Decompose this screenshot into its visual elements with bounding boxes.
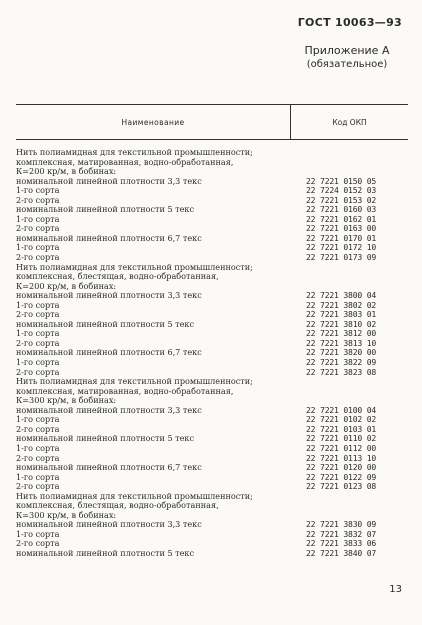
appendix-note: (обязательное) [306,59,388,70]
row-name: 1-го сорта [16,529,60,539]
column-header-code: Код ОКП [290,105,408,139]
row-name: 1-го сорта [16,300,60,310]
row-name: номинальной линейной плотности 3,3 текс [16,291,202,301]
row-name: К=300 кр/м, в бобинах: [16,396,117,406]
table-row [16,501,408,511]
table-row [16,549,408,559]
row-code: 22 7221 3802 02 [306,299,377,310]
row-code [306,377,408,387]
row-name: номинальной линейной плотности 5 текс [16,548,195,558]
row-name: 1-го сорта [16,329,60,339]
row-name: номинальной линейной плотности 3,3 текс [16,176,202,186]
row-code: 22 7221 0170 01 [306,232,377,243]
row-code: 22 7221 3823 08 [306,366,377,377]
table-header [16,104,408,140]
row-code [306,492,408,502]
row-code: 22 7221 0173 09 [306,252,377,263]
row-name: 1-го сорта [16,472,60,482]
row-code: 22 7221 0172 10 [306,242,377,253]
row-code: 22 7221 0122 09 [306,471,377,482]
row-name: 2-го сорта [16,367,60,377]
row-name: 2-го сорта [16,453,60,463]
row-code: 22 7221 3830 09 [306,519,377,530]
row-name: 2-го сорта [16,224,60,234]
table-row [16,368,408,378]
table-body [16,148,408,559]
row-name: номинальной линейной плотности 3,3 текс [16,405,202,415]
column-header-name: Наименование [121,117,185,127]
okp-table [16,104,408,559]
table-row [16,272,408,282]
appendix-block [292,44,402,72]
row-name: номинальной линейной плотности 5 текс [16,319,195,329]
row-name: 2-го сорта [16,482,60,492]
row-code: 22 7221 0160 03 [306,204,377,215]
row-code: 22 7221 3833 06 [306,538,377,549]
row-name: 1-го сорта [16,415,60,425]
row-code: 22 7221 0120 00 [306,462,377,473]
row-code [306,158,408,168]
row-code: 22 7221 3800 04 [306,290,377,301]
row-code: 22 7221 3822 09 [306,357,377,368]
row-code: 22 7221 3820 00 [306,347,377,358]
row-code: 22 7221 0162 01 [306,213,377,224]
row-code: 22 7221 3840 07 [306,547,377,558]
row-name: 1-го сорта [16,443,60,453]
row-code: 22 7221 0153 02 [306,194,377,205]
row-code: 22 7221 3813 10 [306,337,377,348]
row-name: номинальной линейной плотности 5 текс [16,434,195,444]
row-name: номинальной линейной плотности 6,7 текс [16,348,202,358]
row-name: 1-го сорта [16,186,60,196]
row-code: 22 7221 0163 00 [306,223,377,234]
row-code: 22 7221 3803 01 [306,309,377,320]
row-name: 1-го сорта [16,358,60,368]
row-code: 22 7221 0113 10 [306,452,377,463]
row-name: 1-го сорта [16,243,60,253]
row-name: К=200 кр/м, в бобинах: [16,167,117,177]
row-name: К=200 кр/м, в бобинах: [16,281,117,291]
row-code: 22 7221 0112 00 [306,442,377,453]
table-row [16,158,408,168]
row-name: 2-го сорта [16,253,60,263]
row-code: 22 7221 0100 04 [306,404,377,415]
row-code: 22 7221 0103 01 [306,423,377,434]
row-code: 22 7221 3810 02 [306,318,377,329]
row-code [306,263,408,273]
row-name: Нить полиамидная для текстильной промышленности; [16,262,253,272]
row-name: Нить полиамидная для текстильной промышленности; [16,148,253,157]
row-code [306,148,408,158]
row-name: комплексная, матированная, водно-обработанная, [16,386,234,396]
appendix-title: Приложение А [304,44,390,57]
page-number: 13 [389,584,402,595]
row-code: 22 7221 3812 00 [306,328,377,339]
row-code: 22 7221 0110 02 [306,433,377,444]
row-name: номинальной линейной плотности 3,3 текс [16,520,202,530]
row-name: 2-го сорта [16,310,60,320]
table-row [16,263,408,273]
row-code: 22 7224 0152 03 [306,185,377,196]
table-row [16,253,408,263]
row-code [306,272,408,282]
row-name: комплексная, блестящая, водно-обработанная, [16,501,219,511]
row-code [306,387,408,397]
row-code: 22 7221 0150 05 [306,175,377,186]
table-row [16,377,408,387]
row-name: 1-го сорта [16,214,60,224]
table-row [16,482,408,492]
table-row [16,148,408,158]
table-row [16,492,408,502]
row-name: К=300 кр/м, в бобинах: [16,510,117,520]
row-name: номинальной линейной плотности 6,7 текс [16,233,202,243]
table-row [16,387,408,397]
row-code: 22 7221 0123 08 [306,481,377,492]
row-name: 2-го сорта [16,539,60,549]
row-code: 22 7221 3832 07 [306,528,377,539]
row-code [306,501,408,511]
row-name: комплексная, блестящая, водно-обработанная, [16,272,219,282]
row-name: Нить полиамидная для текстильной промышленности; [16,491,253,501]
row-code: 22 7221 0102 02 [306,414,377,425]
row-name: 2-го сорта [16,195,60,205]
standard-code: ГОСТ 10063—93 [297,16,402,29]
row-name: 2-го сорта [16,424,60,434]
row-name: Нить полиамидная для текстильной промышленности; [16,377,253,387]
row-name: комплексная, матированная, водно-обработанная, [16,157,234,167]
row-name: номинальной линейной плотности 6,7 текс [16,463,202,473]
row-name: 2-го сорта [16,338,60,348]
row-name: номинальной линейной плотности 5 текс [16,205,195,215]
